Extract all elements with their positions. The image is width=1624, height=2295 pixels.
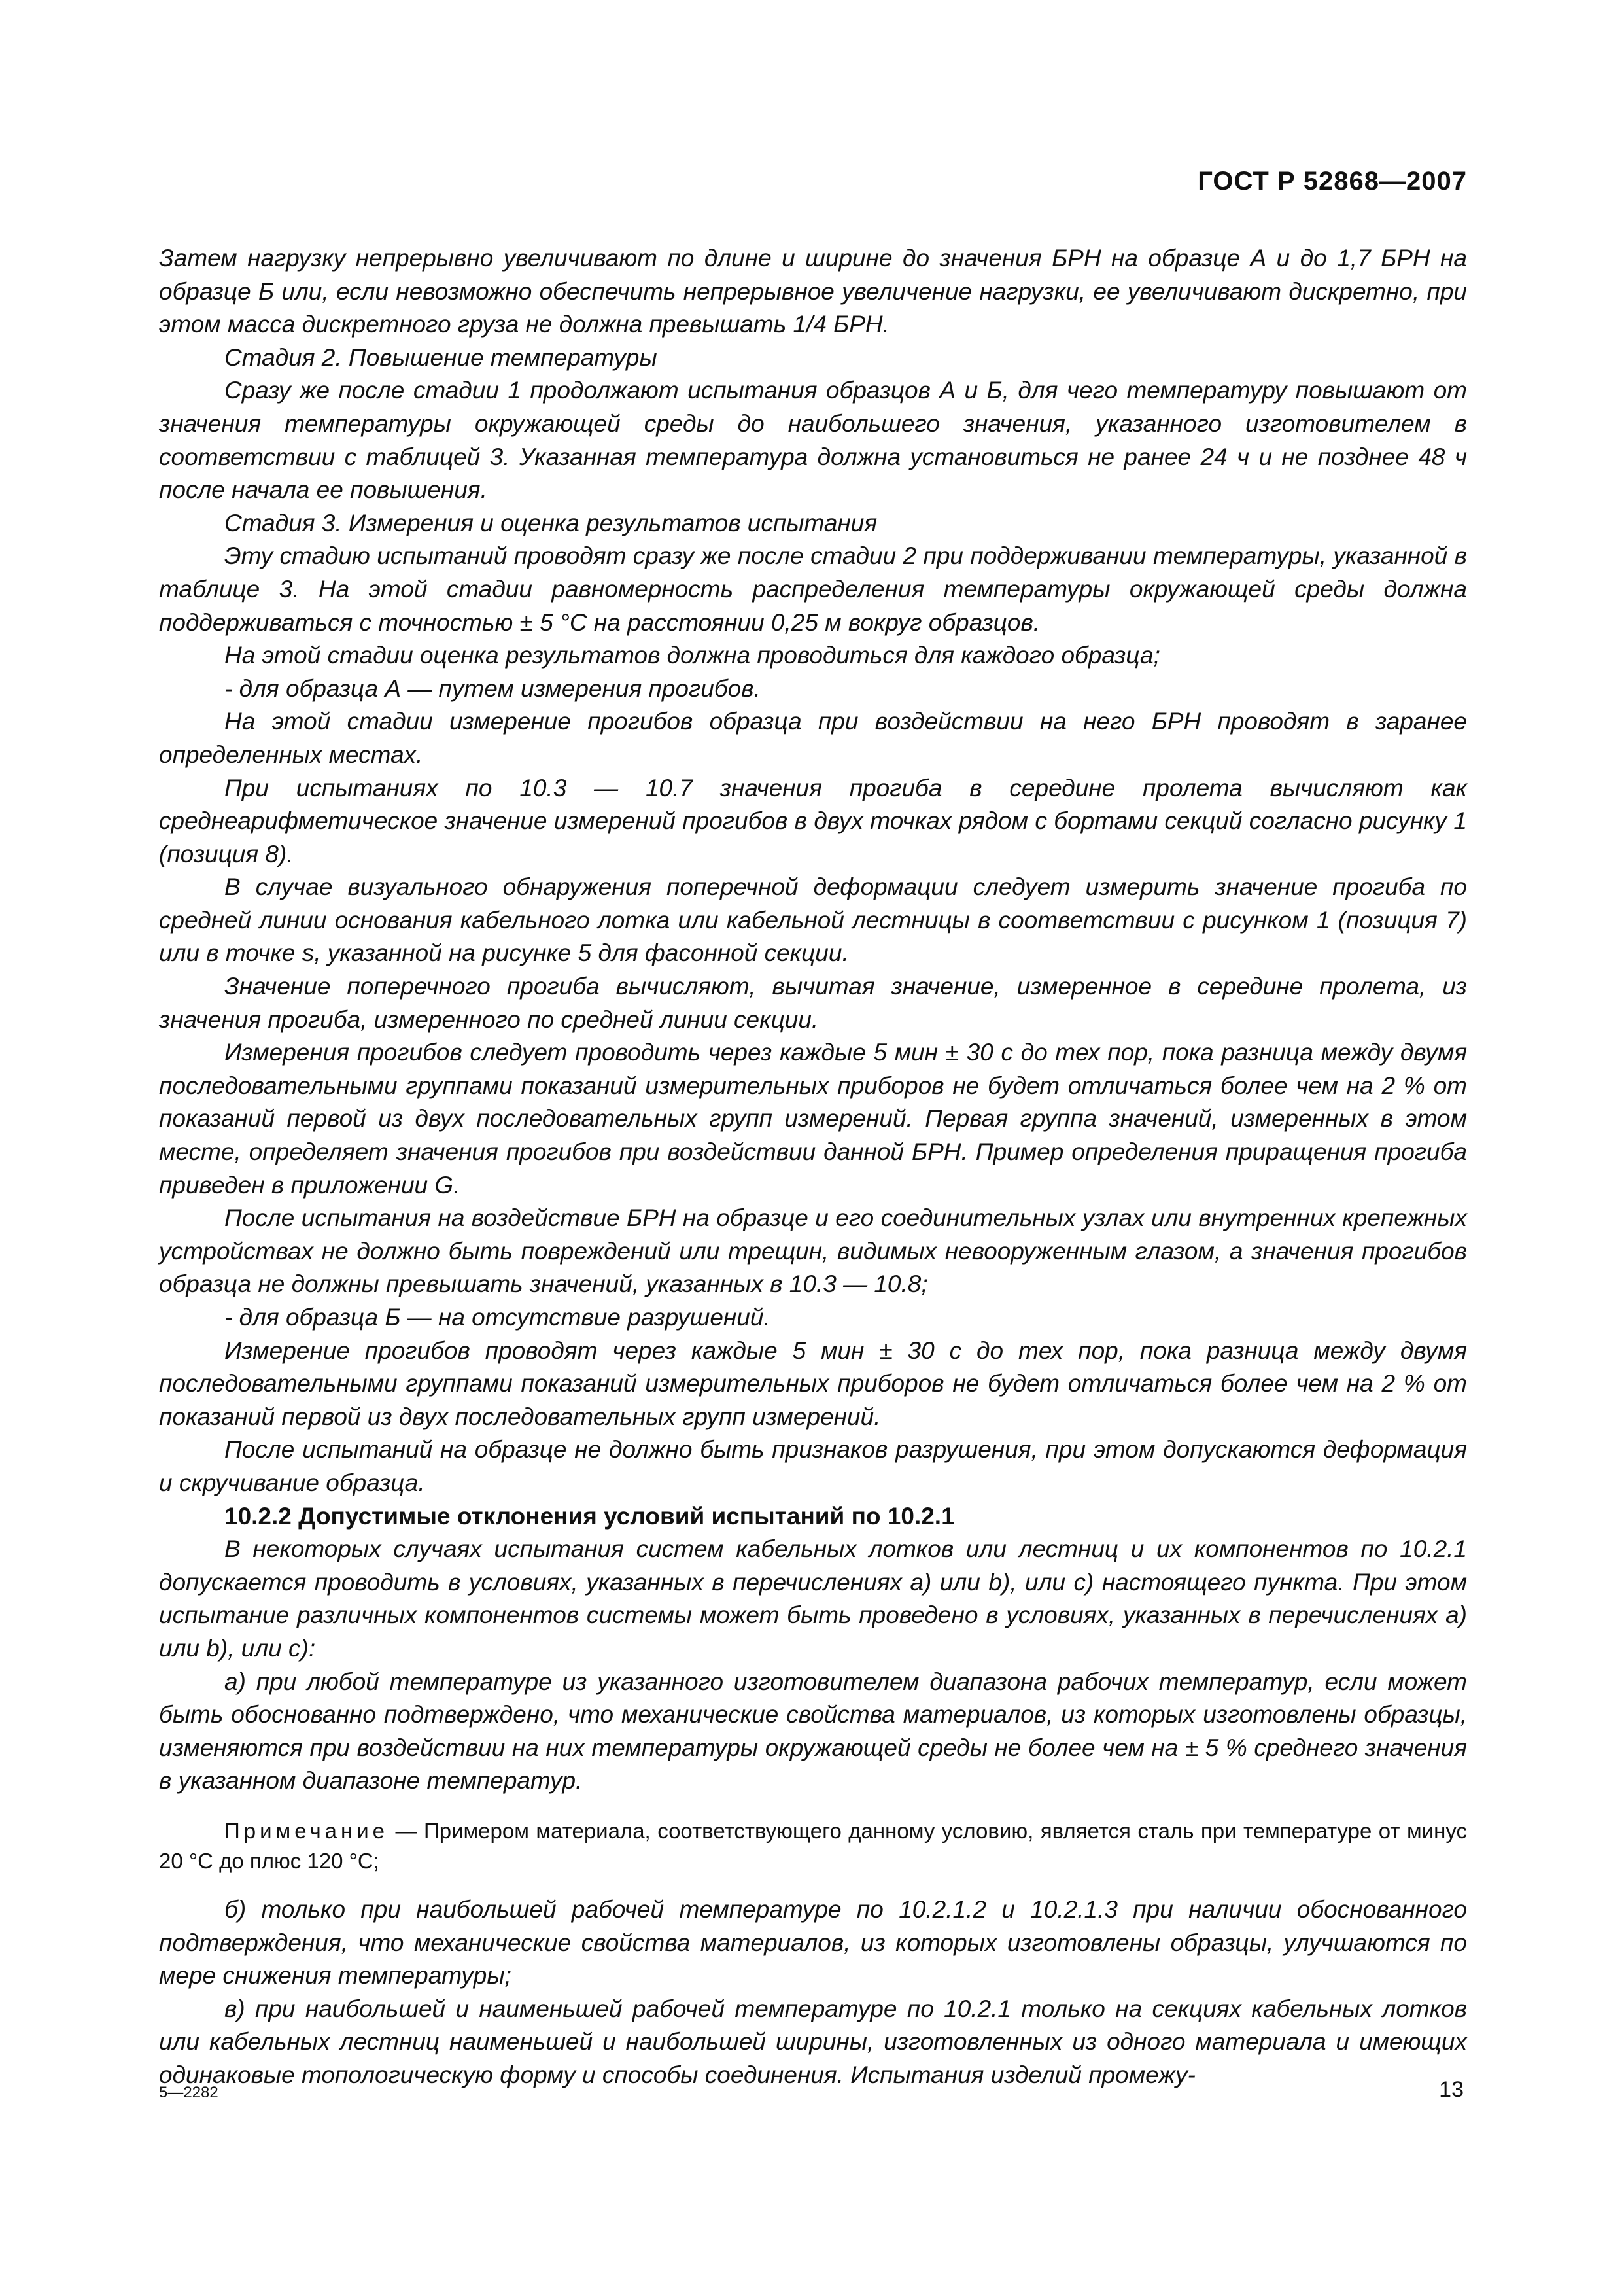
- paragraph: На этой стадии измерение прогибов образца при воздействии на него БРН проводят в заранее определенных местах.: [159, 708, 1467, 768]
- list-item: в) при наибольшей и наименьшей рабочей температуре по 10.2.1 только на секциях кабельных лотков или кабельных лестниц наименьшей и наибольшей ширины, изготовленных из одного материала и имеющих одинаковые топологическую форму и способы соединения. Испытания изделий промежу-: [159, 1995, 1467, 2088]
- page-number: 13: [1439, 2077, 1464, 2102]
- note-text: — Примером материала, соответствующего данному условию, является сталь при температуре от минус 20 °С до плюс 120 °С;: [159, 1818, 1467, 1873]
- list-item: а) при любой температуре из указанного изготовителем диапазона рабочих температур, если может быть обоснованно подтверждено, что механические свойства материалов, из которых изготовлены образцы, изменяются при воздействии на них температуры окружающей среды не более чем на ± 5 % среднего значения в указанном диапазоне температур.: [159, 1668, 1467, 1795]
- list-item: - для образца Б — на отсутствие разрушений.: [224, 1304, 770, 1331]
- document-code: ГОСТ Р 52868—2007: [1198, 167, 1467, 196]
- paragraph: Измерение прогибов проводят через каждые 5 мин ± 30 с до тех пор, пока разница между двумя последовательными группами показаний измерительных приборов не будет отличаться более чем на 2 % от показаний первой из двух последовательных групп измерений.: [159, 1337, 1467, 1430]
- paragraph: На этой стадии оценка результатов должна проводиться для каждого образца;: [224, 642, 1160, 669]
- paragraph: После испытаний на образце не должно быть признаков разрушения, при этом допускаются деформация и скручивание образца.: [159, 1436, 1467, 1496]
- note-label: Примечание: [224, 1818, 389, 1843]
- page-body: [159, 242, 1467, 2092]
- paragraph: В некоторых случаях испытания систем кабельных лотков или лестниц и их компонентов по 10.2.1 допускается проводить в условиях, указанных в перечислениях а) или b), или с) настоящего пункта. При этом испытание различных компонентов системы может быть проведено в условиях, указанных в перечислениях а) или b), или с):: [159, 1535, 1467, 1662]
- paragraph: При испытаниях по 10.3 — 10.7 значения прогиба в середине пролета вычисляют как среднеарифметическое значение измерений прогибов в двух точках рядом с бортами секций согласно рисунку 1 (позиция 8).: [159, 774, 1467, 867]
- note: [159, 1816, 1467, 1876]
- stage-2-title: Стадия 2. Повышение температуры: [224, 343, 657, 371]
- paragraph: Значение поперечного прогиба вычисляют, вычитая значение, измеренное в середине пролета, из значения прогиба, измеренного по средней линии секции.: [159, 973, 1467, 1033]
- print-code: 5—2282: [159, 2084, 218, 2101]
- list-item: - для образца А — путем измерения прогибов.: [224, 674, 761, 702]
- paragraph: Затем нагрузку непрерывно увеличивают по длине и ширине до значения БРН на образце А и до 1,7 БРН на образце Б или, если невозможно обеспечить непрерывное увеличение нагрузки, ее увеличивают дискретно, при этом масса дискретного груза не должна превышать 1/4 БРН.: [159, 245, 1467, 338]
- stage-3-title: Стадия 3. Измерения и оценка результатов испытания: [224, 509, 878, 536]
- list-item: б) только при наибольшей рабочей температуре по 10.2.1.2 и 10.2.1.3 при наличии обоснованного подтверждения, что механические свойства материалов, из которых изготовлены образцы, улучшаются по мере снижения температуры;: [159, 1895, 1467, 1989]
- paragraph: В случае визуального обнаружения поперечной деформации следует измерить значение прогиба по средней линии основания кабельного лотка или кабельной лестницы в соответствии с рисунком 1 (позиция 7) или в точке s, указанной на рисунке 5 для фасонной секции.: [159, 873, 1467, 967]
- paragraph: После испытания на воздействие БРН на образце и его соединительных узлах или внутренних крепежных устройствах не должно быть повреждений или трещин, видимых невооруженным глазом, а значения прогибов образца не должны превышать значений, указанных в 10.3 — 10.8;: [159, 1204, 1467, 1298]
- paragraph: Сразу же после стадии 1 продолжают испытания образцов А и Б, для чего температуру повышают от значения температуры окружающей среды до наибольшего значения, указанного изготовителем в соответствии с таблицей 3. Указанная температура должна установиться не ранее 24 ч и не позднее 48 ч после начала ее повышения.: [159, 377, 1467, 504]
- paragraph: Эту стадию испытаний проводят сразу же после стадии 2 при поддерживании температуры, указанной в таблице 3. На этой стадии равномерность распределения температуры окружающей среды должна поддерживаться с точностью ± 5 °С на расстоянии 0,25 м вокруг образцов.: [159, 542, 1467, 636]
- section-heading: 10.2.2 Допустимые отклонения условий испытаний по 10.2.1: [224, 1502, 955, 1530]
- paragraph: Измерения прогибов следует проводить через каждые 5 мин ± 30 с до тех пор, пока разница между двумя последовательными группами показаний измерительных приборов не будет отличаться более чем на 2 % от показаний первой из двух последовательных групп измерений. Первая группа значений, измеренных в этом месте, определяет значения прогибов при воздействии данной БРН. Пример определения приращения прогиба приведен в приложении G.: [159, 1039, 1467, 1199]
